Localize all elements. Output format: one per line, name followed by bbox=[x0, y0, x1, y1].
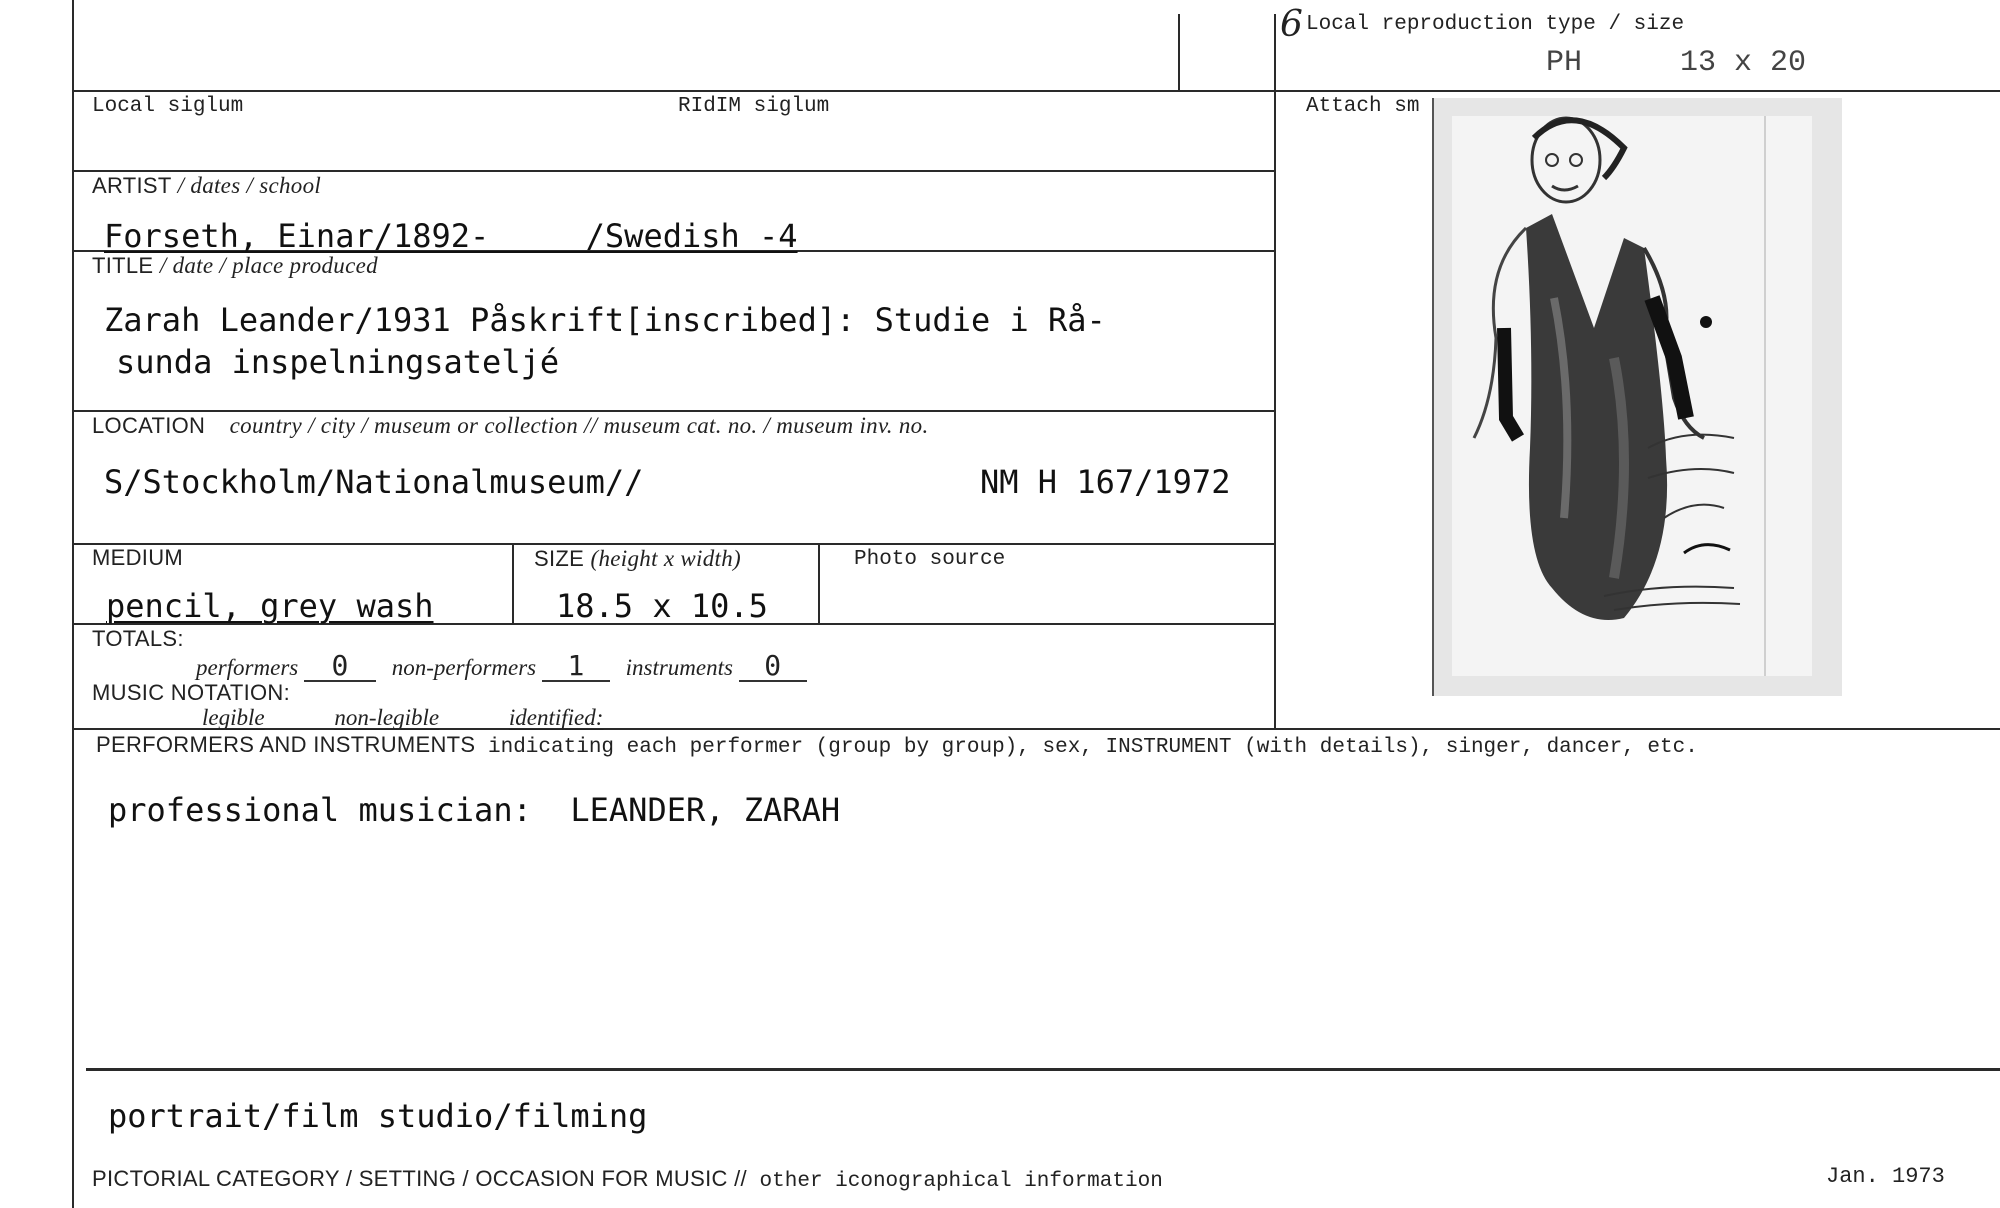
location-label-sub: country / city / museum or collection // museum cat. no. / museum inv. no. bbox=[229, 413, 929, 438]
figure-drawing bbox=[1434, 98, 1842, 696]
repro-type: PH bbox=[1546, 46, 1583, 80]
size-label bbox=[534, 547, 741, 570]
rule-header-divider bbox=[1178, 14, 1180, 90]
category-value: portrait/film studio/filming bbox=[108, 1097, 648, 1135]
attached-photo bbox=[1432, 98, 1842, 696]
performers-value: professional musician: LEANDER, ZARAH bbox=[108, 791, 841, 829]
totals-row bbox=[196, 649, 807, 682]
title-value-line2: sunda inspelningsateljé bbox=[116, 343, 560, 381]
artist-label-sub: / dates / school bbox=[177, 173, 322, 198]
music-notation-label: MUSIC NOTATION: bbox=[92, 680, 291, 705]
artist-label bbox=[92, 174, 321, 197]
rule-category bbox=[86, 1068, 2000, 1071]
totals-label: TOTALS: bbox=[92, 626, 184, 651]
performers-label: performers bbox=[196, 655, 299, 680]
card-left-border bbox=[72, 0, 74, 1208]
pictorial-label-main: PICTORIAL CATEGORY / SETTING / OCCASION FOR MUSIC // bbox=[92, 1166, 747, 1191]
title-label bbox=[92, 254, 378, 277]
non-legible-label: non-legible bbox=[334, 705, 440, 730]
title-label-sub: / date / place produced bbox=[159, 253, 378, 278]
instruments-label: instruments bbox=[625, 655, 733, 680]
performers-instruments-main: PERFORMERS AND INSTRUMENTS bbox=[96, 732, 476, 757]
notation-row bbox=[202, 706, 603, 729]
local-siglum-label: Local siglum bbox=[92, 95, 244, 118]
non-performers-count: 1 bbox=[542, 652, 610, 682]
medium-value: pencil, grey wash bbox=[106, 587, 434, 625]
artist-value: Forseth, Einar/1892- /Swedish -4 bbox=[104, 217, 798, 255]
rule-right-column bbox=[1274, 14, 1276, 730]
photo-source-label: Photo source bbox=[854, 548, 1006, 571]
size-label-sub: (height x width) bbox=[590, 546, 741, 571]
size-value: 18.5 x 10.5 bbox=[556, 587, 768, 625]
repro-label: Local reproduction type / size bbox=[1306, 13, 1685, 36]
rule-artist bbox=[72, 170, 1274, 172]
location-value-left: S/Stockholm/Nationalmuseum// bbox=[104, 463, 644, 501]
rule-top-section bbox=[72, 90, 2000, 92]
rule-location bbox=[72, 410, 1274, 412]
location-value-right: NM H 167/1972 bbox=[980, 463, 1231, 501]
rule-medium-size bbox=[512, 543, 514, 625]
repro-size: 13 x 20 bbox=[1680, 46, 1807, 80]
performers-count: 0 bbox=[304, 652, 376, 682]
date-value: Jan. 1973 bbox=[1826, 1164, 1945, 1189]
rule-medium bbox=[72, 543, 1274, 545]
instruments-count: 0 bbox=[739, 652, 807, 682]
size-label-main: SIZE bbox=[534, 546, 585, 571]
location-label bbox=[92, 414, 929, 437]
location-label-main: LOCATION bbox=[92, 413, 206, 438]
medium-label: MEDIUM bbox=[92, 545, 184, 570]
attach-label: Attach sm bbox=[1306, 95, 1420, 118]
pictorial-label-sub: other iconographical information bbox=[759, 1170, 1163, 1193]
non-performers-label: non-performers bbox=[391, 655, 537, 680]
rule-size-photo bbox=[818, 543, 820, 625]
handwritten-number: 6 bbox=[1280, 4, 1303, 45]
performers-instruments-label bbox=[96, 734, 1698, 758]
artist-label-main: ARTIST bbox=[92, 173, 172, 198]
identified-label: identified: bbox=[508, 705, 604, 730]
legible-label: legible bbox=[202, 705, 265, 730]
title-label-main: TITLE bbox=[92, 253, 154, 278]
ridim-siglum-label: RIdIM siglum bbox=[678, 95, 830, 118]
pictorial-label bbox=[92, 1168, 1163, 1192]
performers-instruments-sub: indicating each performer (group by group), sex, INSTRUMENT (with details), singer, dancer, etc. bbox=[488, 736, 1698, 759]
title-value-line1: Zarah Leander/1931 Påskrift[inscribed]: Studie i Rå- bbox=[104, 301, 1106, 339]
